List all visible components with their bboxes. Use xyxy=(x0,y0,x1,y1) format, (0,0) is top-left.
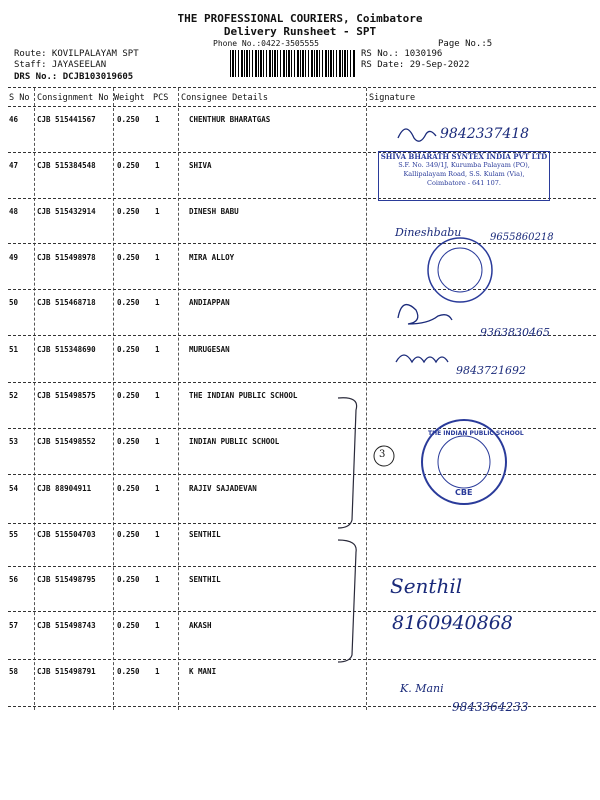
row-weight: 0.250 xyxy=(117,391,140,400)
handwritten-phone-row46: 9842337418 xyxy=(440,126,530,142)
handwritten-phone-row56: 8160940868 xyxy=(392,612,513,634)
row-weight: 0.250 xyxy=(117,484,140,493)
row-pcs: 1 xyxy=(155,484,160,493)
row-consignment: CJB 515498575 xyxy=(37,391,96,400)
handwritten-name-row56: Senthil xyxy=(390,574,463,598)
row-consignment: CJB 515498552 xyxy=(37,437,96,446)
row-weight: 0.250 xyxy=(117,437,140,446)
row-sno: 57 xyxy=(9,621,19,630)
row-pcs: 1 xyxy=(155,345,160,354)
row-consignee: AKASH xyxy=(189,621,212,630)
row-consignee: SENTHIL xyxy=(189,530,221,539)
signature-row51 xyxy=(396,355,448,362)
row-pcs: 1 xyxy=(155,621,160,630)
row-consignment: CJB 515348690 xyxy=(37,345,96,354)
row-weight: 0.250 xyxy=(117,115,140,124)
row-sno: 50 xyxy=(9,298,19,307)
row-consignee: INDIAN PUBLIC SCHOOL xyxy=(189,437,280,446)
signature-row50 xyxy=(398,305,452,324)
bracket-mark xyxy=(338,540,356,662)
stamp-line2: Kallipalayam Road, S.S. Kulam (Via), xyxy=(403,170,525,178)
school-stamp-inner xyxy=(438,436,490,488)
round-stamp-inner xyxy=(438,248,482,292)
row-consignment: CJB 515384548 xyxy=(37,161,96,170)
rs-number: RS No.: 1030196 xyxy=(361,49,443,59)
row-consignee: MURUGESAN xyxy=(189,345,230,354)
route: Route: KOVILPALAYAM SPT xyxy=(14,49,139,59)
row-sno: 54 xyxy=(9,484,19,493)
row-sno: 47 xyxy=(9,161,19,170)
row-consignee: K MANI xyxy=(189,667,217,676)
school-stamp-city: CBE xyxy=(455,488,473,497)
col-weight: Weight xyxy=(114,93,145,103)
col-consignee: Consignee Details xyxy=(181,93,268,103)
handwritten-name-row48: Dineshbabu xyxy=(395,226,462,239)
row-pcs: 1 xyxy=(155,253,160,262)
row-consignment: CJB 88904911 xyxy=(37,484,92,493)
staff: Staff: JAYASEELAN xyxy=(14,60,107,70)
row-sno: 55 xyxy=(9,530,19,539)
row-weight: 0.250 xyxy=(117,161,140,170)
handwritten-phone-row51: 9843721692 xyxy=(456,364,526,377)
company-stamp xyxy=(378,151,550,201)
handwritten-name-row58: K. Mani xyxy=(400,682,444,695)
col-signature: Signature xyxy=(369,93,416,103)
row-sno: 48 xyxy=(9,207,19,216)
row-sno: 51 xyxy=(9,345,19,354)
row-weight: 0.250 xyxy=(117,530,140,539)
row-pcs: 1 xyxy=(155,115,160,124)
row-sno: 52 xyxy=(9,391,19,400)
row-consignee: SENTHIL xyxy=(189,575,221,584)
col-sno: S No xyxy=(9,93,30,103)
row-pcs: 1 xyxy=(155,298,160,307)
row-consignment: CJB 515441567 xyxy=(37,115,96,124)
row-consignee: CHENTHUR BHARATGAS xyxy=(189,115,271,124)
document-title: Delivery Runsheet - SPT xyxy=(223,25,377,38)
row-pcs: 1 xyxy=(155,207,160,216)
row-weight: 0.250 xyxy=(117,621,140,630)
col-pcs: PCS xyxy=(153,93,169,103)
row-consignee: RAJIV SAJADEVAN xyxy=(189,484,257,493)
row-sno: 53 xyxy=(9,437,19,446)
row-consignee: ANDIAPPAN xyxy=(189,298,230,307)
row-consignee: DINESH BABU xyxy=(189,207,239,216)
row-weight: 0.250 xyxy=(117,667,140,676)
row-consignment: CJB 515498978 xyxy=(37,253,96,262)
bracket-mark xyxy=(338,398,357,528)
row-sno: 49 xyxy=(9,253,19,262)
stamp-company: SHIVA BHARATH SYNTEX INDIA PVT LTD xyxy=(380,152,548,161)
row-sno: 56 xyxy=(9,575,19,584)
row-weight: 0.250 xyxy=(117,253,140,262)
signature-row46 xyxy=(398,129,436,141)
col-consignment: Consignment No xyxy=(37,93,109,103)
row-pcs: 1 xyxy=(155,161,160,170)
school-stamp-text: THE INDIAN PUBLIC SCHOOL xyxy=(428,430,524,437)
row-pcs: 1 xyxy=(155,575,160,584)
page-number: Page No.:5 xyxy=(438,39,493,49)
drs-number: DRS No.: DCJB103019605 xyxy=(14,72,134,82)
row-consignee: SHIVA xyxy=(189,161,212,170)
row-consignee: MIRA ALLOY xyxy=(189,253,235,262)
phone-number: Phone No.:0422-3505555 xyxy=(213,39,319,48)
circled-number-text: 3 xyxy=(379,449,386,460)
row-pcs: 1 xyxy=(155,530,160,539)
row-consignment: CJB 515498795 xyxy=(37,575,96,584)
row-weight: 0.250 xyxy=(117,207,140,216)
row-consignee: THE INDIAN PUBLIC SCHOOL xyxy=(189,391,298,400)
row-consignment: CJB 515432914 xyxy=(37,207,96,216)
row-consignment: CJB 515498791 xyxy=(37,667,96,676)
row-weight: 0.250 xyxy=(117,298,140,307)
row-consignment: CJB 515468718 xyxy=(37,298,96,307)
row-consignment: CJB 515504703 xyxy=(37,530,96,539)
rs-date: RS Date: 29-Sep-2022 xyxy=(361,60,470,70)
row-pcs: 1 xyxy=(155,667,160,676)
row-pcs: 1 xyxy=(155,437,160,446)
handwritten-phone-row50: 9363830465 xyxy=(480,326,550,339)
row-pcs: 1 xyxy=(155,391,160,400)
row-weight: 0.250 xyxy=(117,575,140,584)
row-consignment: CJB 515498743 xyxy=(37,621,96,630)
row-sno: 46 xyxy=(9,115,19,124)
stamp-line3: Coimbatore - 641 107. xyxy=(427,179,501,187)
stamp-line1: S.F. No. 349/1J, Kurumba Palayam (PO), xyxy=(398,161,530,169)
row-sno: 58 xyxy=(9,667,19,676)
handwritten-phone-row48: 9655860218 xyxy=(490,232,554,243)
row-weight: 0.250 xyxy=(117,345,140,354)
company-name: THE PROFESSIONAL COURIERS, Coimbatore xyxy=(177,12,423,25)
handwritten-phone-row58: 9843364233 xyxy=(452,700,529,714)
